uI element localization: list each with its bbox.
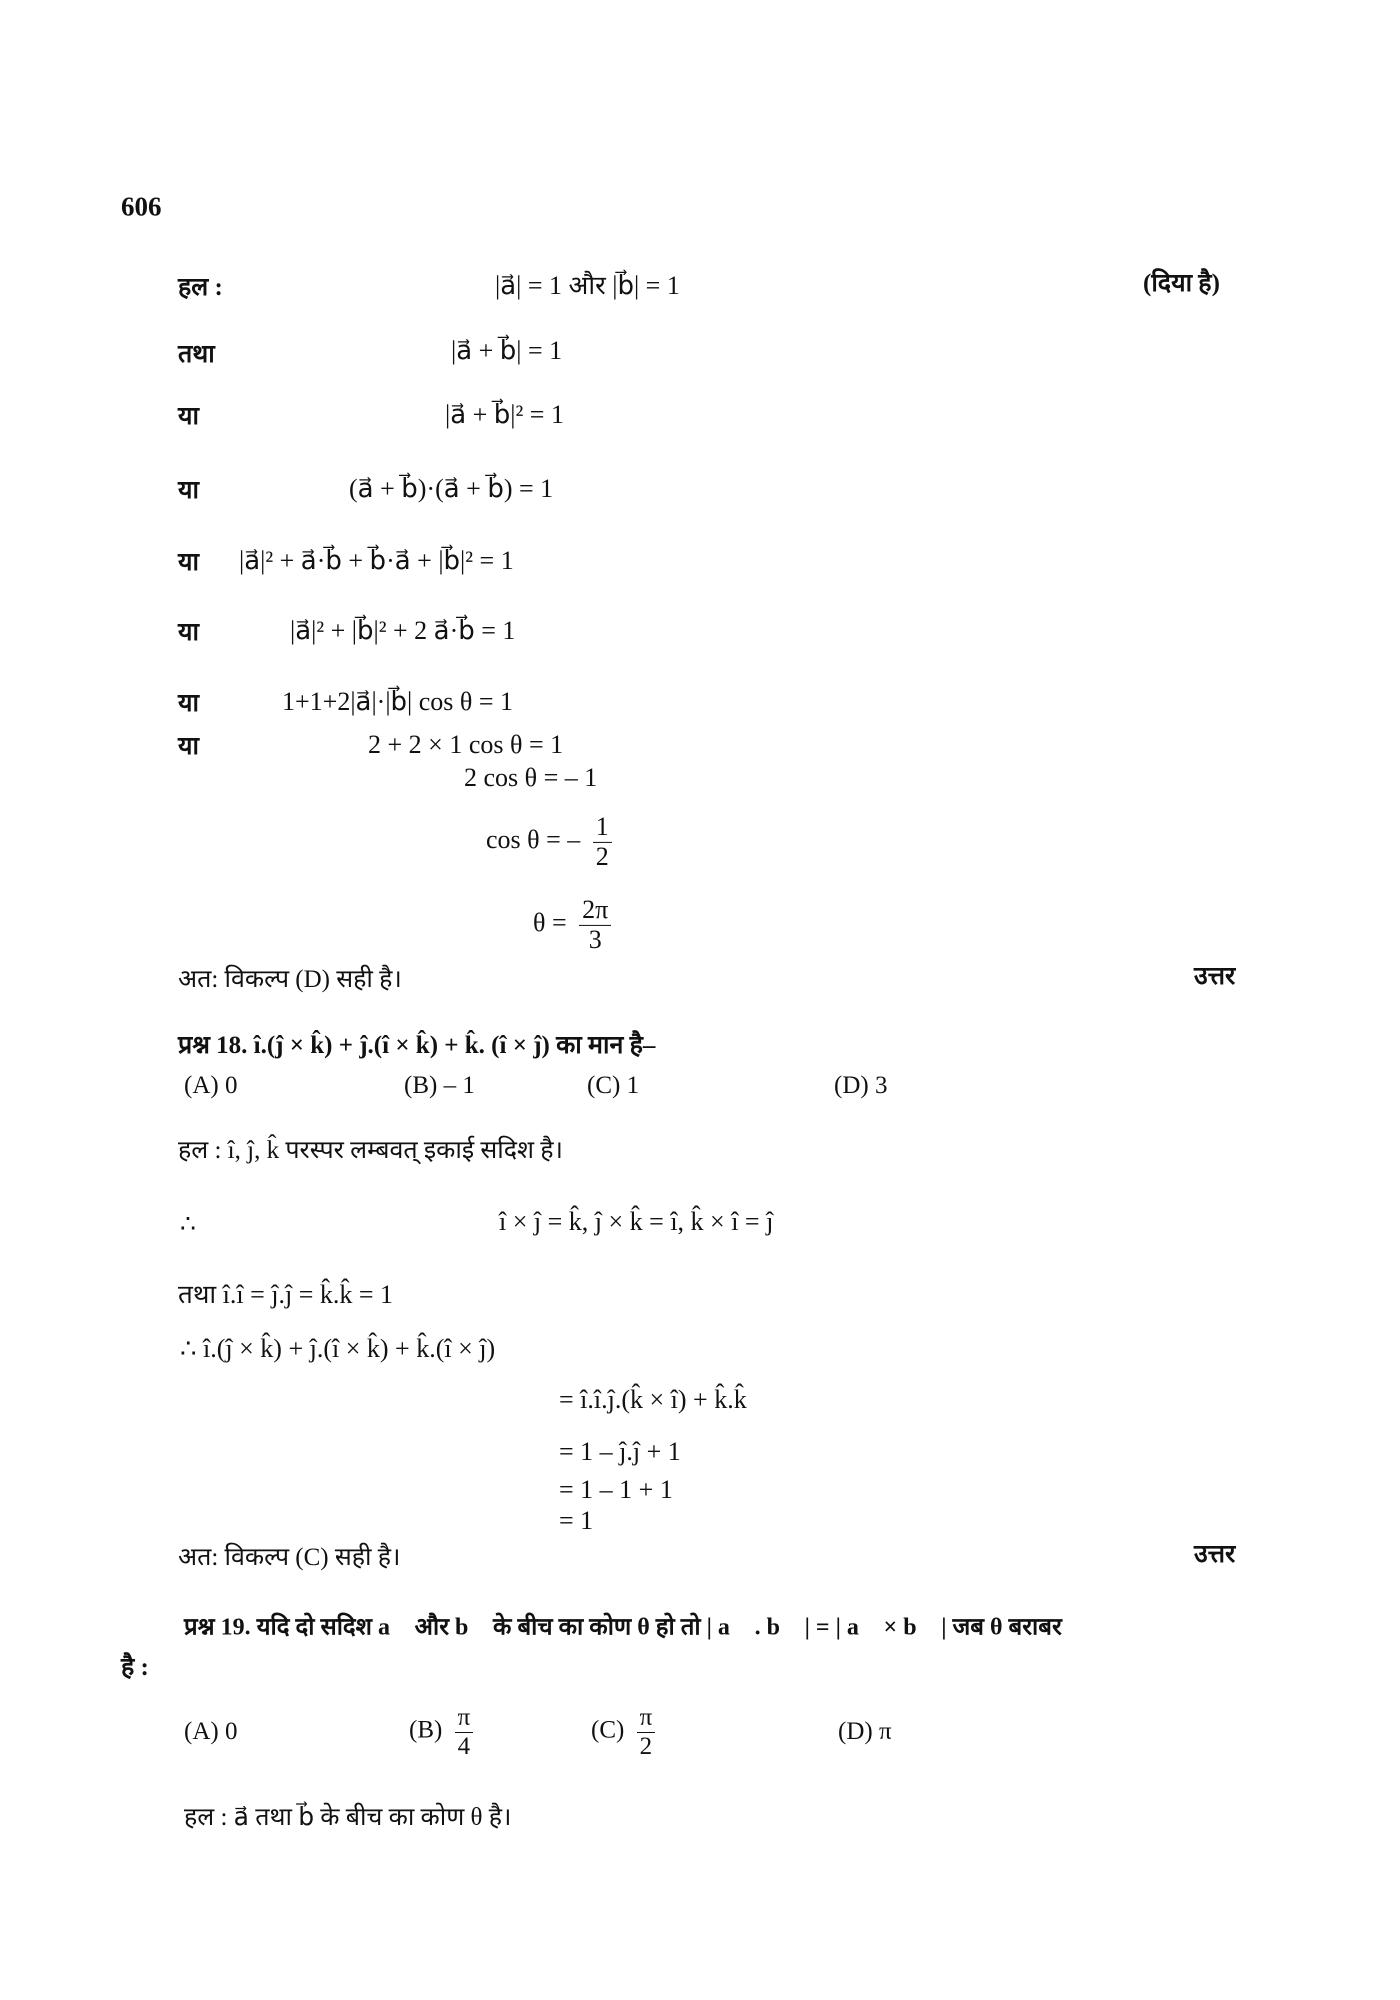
conclusion: अत: विकल्प (D) सही है। bbox=[178, 966, 402, 993]
equation-step: = 1 – 1 + 1 bbox=[559, 1475, 673, 1504]
theta-line bbox=[533, 896, 611, 954]
option-a: (A) 0 bbox=[184, 1072, 238, 1099]
fraction bbox=[579, 896, 611, 954]
equation-step: (a⃗ + b⃗)·(a⃗ + b⃗) = 1 bbox=[349, 474, 554, 503]
answer-tag: उत्तर bbox=[1194, 963, 1236, 990]
expression: ∴ î.(ĵ × k̂) + ĵ.(î × k̂) + k̂.(î × ĵ) bbox=[180, 1334, 496, 1363]
equation-step: 2 + 2 × 1 cos θ = 1 bbox=[368, 730, 564, 759]
solution-label: हल : bbox=[178, 274, 223, 301]
question-19-cont: है : bbox=[121, 1654, 149, 1681]
cos-lhs: cos θ = – bbox=[486, 824, 581, 854]
answer-tag: उत्तर bbox=[1194, 1541, 1236, 1568]
solution-intro: हल : î, ĵ, k̂ परस्पर लम्बवत् इकाई सदिश है। bbox=[178, 1137, 564, 1164]
conclusion: अत: विकल्प (C) सही है। bbox=[178, 1544, 401, 1571]
equation-step: = 1 bbox=[559, 1506, 594, 1535]
fraction bbox=[455, 1704, 474, 1760]
option-c bbox=[591, 1704, 655, 1760]
numerator: 2π bbox=[579, 896, 611, 926]
step-label: या bbox=[178, 619, 199, 646]
equation-step: |a⃗ + b⃗| = 1 bbox=[451, 336, 563, 365]
option-a: (A) 0 bbox=[184, 1718, 238, 1745]
step-label: या bbox=[178, 690, 199, 717]
step-label: या bbox=[178, 403, 199, 430]
page-number: 606 bbox=[121, 191, 162, 222]
option-d: (D) π bbox=[838, 1718, 892, 1745]
option-c: (C) 1 bbox=[587, 1072, 640, 1099]
option-d: (D) 3 bbox=[834, 1072, 888, 1099]
numerator: 1 bbox=[593, 813, 612, 843]
step-label: या bbox=[178, 477, 199, 504]
given-note: (दिया है) bbox=[1143, 270, 1220, 297]
equation-step: |a⃗|² + a⃗·b⃗ + b⃗·a⃗ + |b⃗|² = 1 bbox=[239, 546, 514, 575]
equation-step: = 1 – ĵ.ĵ + 1 bbox=[559, 1437, 681, 1466]
solution-intro: हल : a⃗ तथा b⃗ के बीच का कोण θ है। bbox=[184, 1804, 512, 1831]
denominator: 2 bbox=[639, 1732, 653, 1760]
numerator: π bbox=[637, 1704, 656, 1733]
equation-step: |a⃗|² + |b⃗|² + 2 a⃗·b⃗ = 1 bbox=[290, 616, 516, 645]
numerator: π bbox=[455, 1704, 474, 1733]
equation-step: |a⃗ + b⃗|² = 1 bbox=[445, 400, 564, 429]
cross-products: î × ĵ = k̂, ĵ × k̂ = î, k̂ × î = ĵ bbox=[499, 1207, 774, 1236]
denominator: 4 bbox=[457, 1732, 471, 1760]
step-label: या bbox=[178, 549, 199, 576]
question-19: प्रश्न 19. यदि दो सदिश a⃗ और b⃗ के बीच का कोण θ हो तो | a⃗ . b⃗ | = | a⃗ × b⃗ | जब θ बराबर bbox=[184, 1614, 1062, 1641]
step-label: तथा bbox=[178, 341, 215, 368]
dot-products: तथा î.î = ĵ.ĵ = k̂.k̂ = 1 bbox=[178, 1280, 394, 1309]
step-label: या bbox=[178, 733, 199, 760]
denominator: 3 bbox=[588, 924, 602, 954]
therefore-symbol: ∴ bbox=[180, 1211, 196, 1238]
equation-given: |a⃗| = 1 और |b⃗| = 1 bbox=[495, 271, 680, 300]
theta-lhs: θ = bbox=[533, 907, 567, 937]
cos-theta-line bbox=[486, 813, 612, 871]
equation-step: 1+1+2|a⃗|·|b⃗| cos θ = 1 bbox=[282, 687, 514, 716]
question-18: प्रश्न 18. î.(ĵ × k̂) + ĵ.(î × k̂) + k̂. (î × ĵ) का मान है– bbox=[178, 1032, 656, 1059]
equation-step: = î.î.ĵ.(k̂ × î) + k̂.k̂ bbox=[559, 1385, 747, 1414]
option-b-label: (B) bbox=[409, 1716, 443, 1744]
equation-step: 2 cos θ = – 1 bbox=[464, 763, 598, 792]
fraction bbox=[593, 813, 612, 871]
denominator: 2 bbox=[595, 841, 609, 871]
option-b bbox=[409, 1704, 473, 1760]
option-c-label: (C) bbox=[591, 1716, 625, 1744]
option-b: (B) – 1 bbox=[404, 1072, 475, 1099]
fraction bbox=[637, 1704, 656, 1760]
